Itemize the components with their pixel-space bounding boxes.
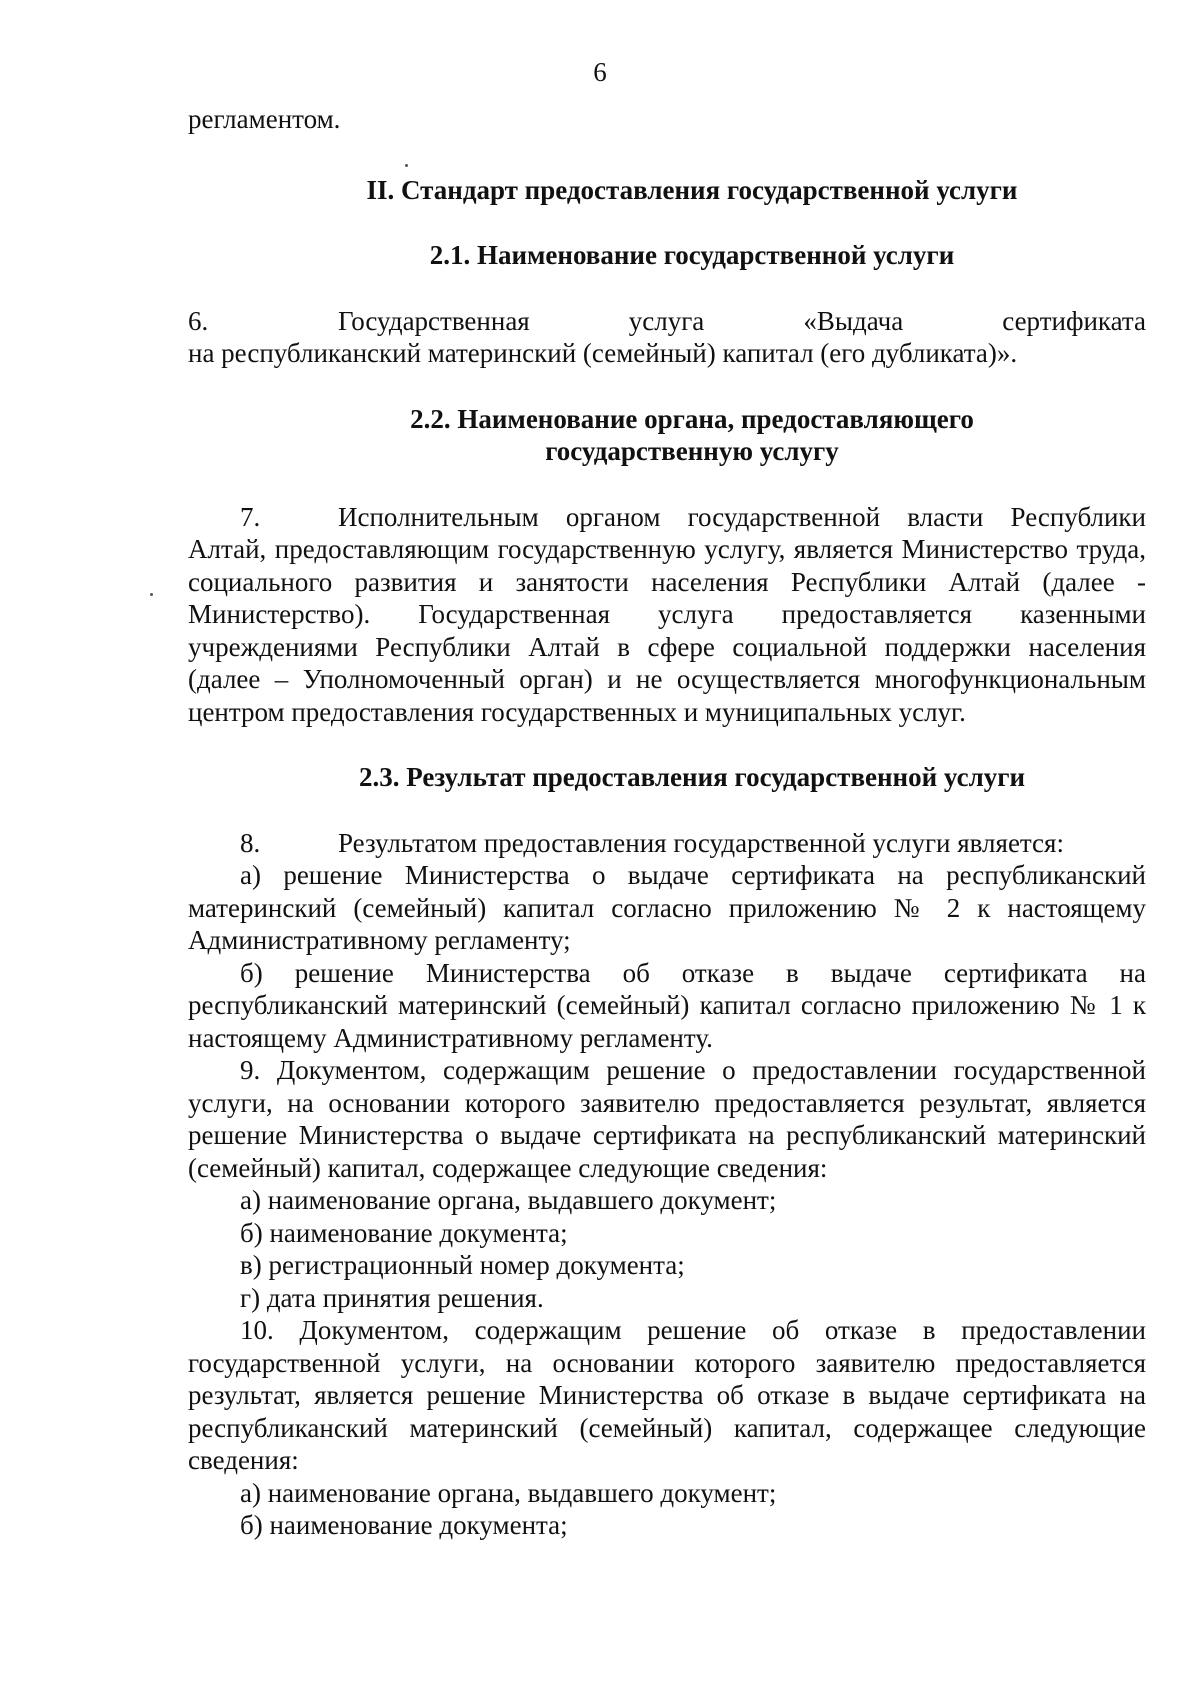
list-item: г) дата принятия решения. [240,1282,544,1313]
paragraph-number: 6. [188,305,209,336]
subsection-title-2-2 [188,403,1146,468]
subsection-title-line: 2.2. Наименование органа, предоставляющего [410,403,974,434]
continuation-text: регламентом. [188,104,341,134]
paragraph-text: Результатом предоставления государственной услуги является: [338,827,1064,858]
subsection-title-2-3: 2.3. Результат предоставления государственной услуги [358,762,1026,792]
paragraph-6 [188,305,1146,370]
paragraph-9: 9. Документом, содержащим решение о предоставлении государственной услуги, на основании которого заявителю предоставляется результат, является решение Министерства о выдаче сертификата на республиканский материнский (семейный) капитал, содержащее следующие сведения: [188,1055,1146,1183]
scan-speck [150,593,153,596]
list-item: б) наименование документа; [240,1510,568,1540]
list-item: б) наименование документа; [240,1217,568,1248]
paragraph-8-b: б) решение Министерства об отказе в выдаче сертификата на республиканский материнский (семейный) капитал согласно приложению № 1 к настоящему Административному регламенту. [188,957,1146,1053]
paragraph-text: Исполнительным органом государственной власти Республики Алтай, предоставляющим государственную услугу, является Министерство труда, социального развития и занятости населения Республики Алтай (далее - Министерство). Государственная услуга предоставляется казенными учреждениями Республики Алтай в сфере социальной поддержки населения (далее – Уполномоченный орган) и не осуществляется многофункциональным центром предоставления государственных и муниципальных услуг. [188,501,1146,727]
subsection-title-2-1: 2.1. Наименование государственной услуги [429,240,955,270]
paragraph-8-a: а) решение Министерства о выдаче сертификата на республиканский материнский (семейный) капитал согласно приложению № 2 к настоящему Административному регламенту; [188,860,1146,955]
paragraph-10: 10. Документом, содержащим решение об отказе в предоставлении государственной услуги, на основании которого заявителю предоставляется результат, является решение Министерства об отказе в выдаче сертификата на республиканский материнский (семейный) капитал, содержащее следующие сведения: [188,1315,1146,1475]
document-body [188,103,1146,1542]
page-number: 6 [593,57,607,87]
subsection-title-line: государственную услугу [545,436,839,466]
paragraph-text: Государственная услуга «Выдача сертификата [338,305,1146,336]
paragraph-8-intro [188,827,1146,860]
list-item: а) наименование органа, выдавшего документ; [240,1185,777,1215]
paragraph-7 [188,501,1146,729]
paragraph-text: на республиканский материнский (семейный) капитал (его дубликата)». [188,338,1018,368]
paragraph-number: 8. [240,827,261,858]
section-title: II. Стандарт предоставления государственной услуги [366,174,1018,205]
list-item: а) наименование органа, выдавшего документ; [240,1477,777,1508]
list-item: в) регистрационный номер документа; [240,1250,685,1280]
paragraph-number: 7. [240,501,261,532]
